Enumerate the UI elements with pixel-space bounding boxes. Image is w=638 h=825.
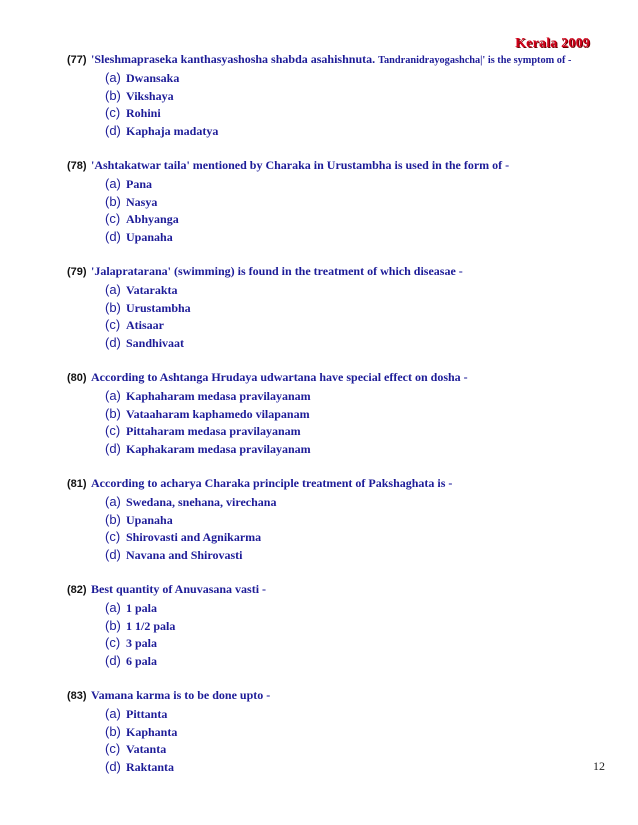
option-b [105, 300, 627, 318]
option-text: Pana [126, 177, 153, 191]
option-d [105, 123, 627, 141]
option-d [105, 759, 627, 777]
option-text: Dwansaka [126, 71, 180, 85]
question-number: (81) [67, 478, 87, 490]
option-text: Pittanta [126, 707, 168, 721]
option-letter: (c) [105, 317, 121, 332]
question-80 [67, 370, 627, 458]
option-d [105, 653, 627, 671]
option-letter: (c) [105, 105, 121, 120]
option-text: Nasya [126, 194, 158, 209]
option-list [105, 176, 627, 246]
option-text: Navana and Shirovasti [126, 547, 243, 562]
option-text: 1 pala [126, 601, 158, 615]
option-c [105, 635, 627, 653]
option-text: Vikshaya [126, 88, 174, 103]
question-stem [67, 688, 627, 706]
question-text: 'Ashtakatwar taila' mentioned by Charaka in Urustambha is used in the form of - [91, 158, 510, 172]
option-text: Vatanta [126, 742, 167, 756]
option-letter: (d) [105, 122, 121, 138]
option-a [105, 176, 627, 194]
option-d [105, 547, 627, 565]
option-b [105, 512, 627, 530]
option-letter: (a) [105, 494, 121, 509]
option-text: Vataaharam kaphamedo vilapanam [126, 406, 310, 421]
question-78 [67, 158, 627, 246]
option-letter: (b) [105, 193, 121, 209]
option-letter: (b) [105, 511, 121, 527]
option-b [105, 724, 627, 742]
option-text: Rohini [126, 106, 161, 120]
question-stem [67, 52, 627, 70]
option-text: Raktanta [126, 759, 175, 774]
option-letter: (d) [105, 758, 121, 774]
question-number: (82) [67, 584, 87, 596]
option-c [105, 317, 627, 335]
question-text: According to acharya Charaka principle treatment of Pakshaghata is - [91, 476, 453, 490]
option-a [105, 388, 627, 406]
question-text: 'Jalapratarana' (swimming) is found in the treatment of which diseasae - [91, 264, 463, 278]
option-letter: (c) [105, 211, 121, 226]
option-letter: (c) [105, 423, 121, 438]
option-letter: (c) [105, 529, 121, 544]
question-number: (80) [67, 372, 87, 384]
option-d [105, 229, 627, 247]
option-c [105, 211, 627, 229]
option-text: Atisaar [126, 318, 164, 332]
option-text: Kaphanta [126, 724, 178, 739]
option-c [105, 423, 627, 441]
question-number: (83) [67, 690, 87, 702]
question-83 [67, 688, 627, 776]
option-text: Sandhivaat [126, 335, 185, 350]
question-text-continued: Tandranidrayogashcha|' is the symptom of - [378, 55, 572, 66]
option-list [105, 600, 627, 670]
option-letter: (d) [105, 334, 121, 350]
option-text: Shirovasti and Agnikarma [126, 530, 262, 544]
option-letter: (a) [105, 706, 121, 721]
page-number: 12 [593, 759, 605, 773]
option-b [105, 88, 627, 106]
option-letter: (b) [105, 617, 121, 633]
question-text: According to Ashtanga Hrudaya udwartana have special effect on dosha - [91, 370, 468, 384]
header-title: Kerala 2009 [515, 36, 590, 51]
option-letter: (b) [105, 87, 121, 103]
option-text: 1 1/2 pala [126, 618, 176, 633]
option-letter: (a) [105, 388, 121, 403]
option-text: Vatarakta [126, 283, 178, 297]
question-stem [67, 476, 627, 494]
option-d [105, 441, 627, 459]
option-letter: (c) [105, 741, 121, 756]
question-82 [67, 582, 627, 670]
option-text: Swedana, snehana, virechana [126, 495, 277, 509]
option-c [105, 105, 627, 123]
option-a [105, 282, 627, 300]
question-81 [67, 476, 627, 564]
option-b [105, 618, 627, 636]
option-c [105, 529, 627, 547]
question-text: 'Sleshmapraseka kanthasyashosha shabda asahishnuta. Tandranidrayogashcha|' is the symptom of - [91, 52, 572, 66]
option-list [105, 706, 627, 776]
option-a [105, 600, 627, 618]
option-letter: (a) [105, 176, 121, 191]
option-letter: (a) [105, 600, 121, 615]
option-letter: (d) [105, 228, 121, 244]
question-stem [67, 370, 627, 388]
question-text: Best quantity of Anuvasana vasti - [91, 582, 267, 596]
option-text: 6 pala [126, 653, 158, 668]
option-text: Kaphaja madatya [126, 123, 219, 138]
option-text: Upanaha [126, 229, 173, 244]
option-letter: (d) [105, 440, 121, 456]
option-d [105, 335, 627, 353]
option-list [105, 388, 627, 458]
option-letter: (d) [105, 652, 121, 668]
option-letter: (a) [105, 282, 121, 297]
option-letter: (b) [105, 405, 121, 421]
question-79 [67, 264, 627, 352]
option-text: Urustambha [126, 300, 191, 315]
question-stem [67, 582, 627, 600]
option-a [105, 706, 627, 724]
option-text: Upanaha [126, 512, 173, 527]
option-list [105, 494, 627, 564]
option-text: 3 pala [126, 636, 158, 650]
option-text: Kaphakaram medasa pravilayanam [126, 441, 311, 456]
option-text: Pittaharam medasa pravilayanam [126, 424, 301, 438]
question-number: (78) [67, 160, 87, 172]
option-letter: (a) [105, 70, 121, 85]
question-list [67, 52, 627, 776]
option-letter: (d) [105, 546, 121, 562]
question-text: Vamana karma is to be done upto - [91, 688, 271, 702]
option-text: Abhyanga [126, 212, 179, 226]
option-letter: (c) [105, 635, 121, 650]
option-text: Kaphaharam medasa pravilayanam [126, 389, 311, 403]
option-list [105, 282, 627, 352]
option-letter: (b) [105, 723, 121, 739]
option-list [105, 70, 627, 140]
question-stem [67, 264, 627, 282]
option-c [105, 741, 627, 759]
question-stem [67, 158, 627, 176]
question-77 [67, 52, 627, 140]
option-b [105, 406, 627, 424]
option-b [105, 194, 627, 212]
question-number: (77) [67, 54, 87, 66]
option-a [105, 70, 627, 88]
option-letter: (b) [105, 299, 121, 315]
option-a [105, 494, 627, 512]
question-number: (79) [67, 266, 87, 278]
